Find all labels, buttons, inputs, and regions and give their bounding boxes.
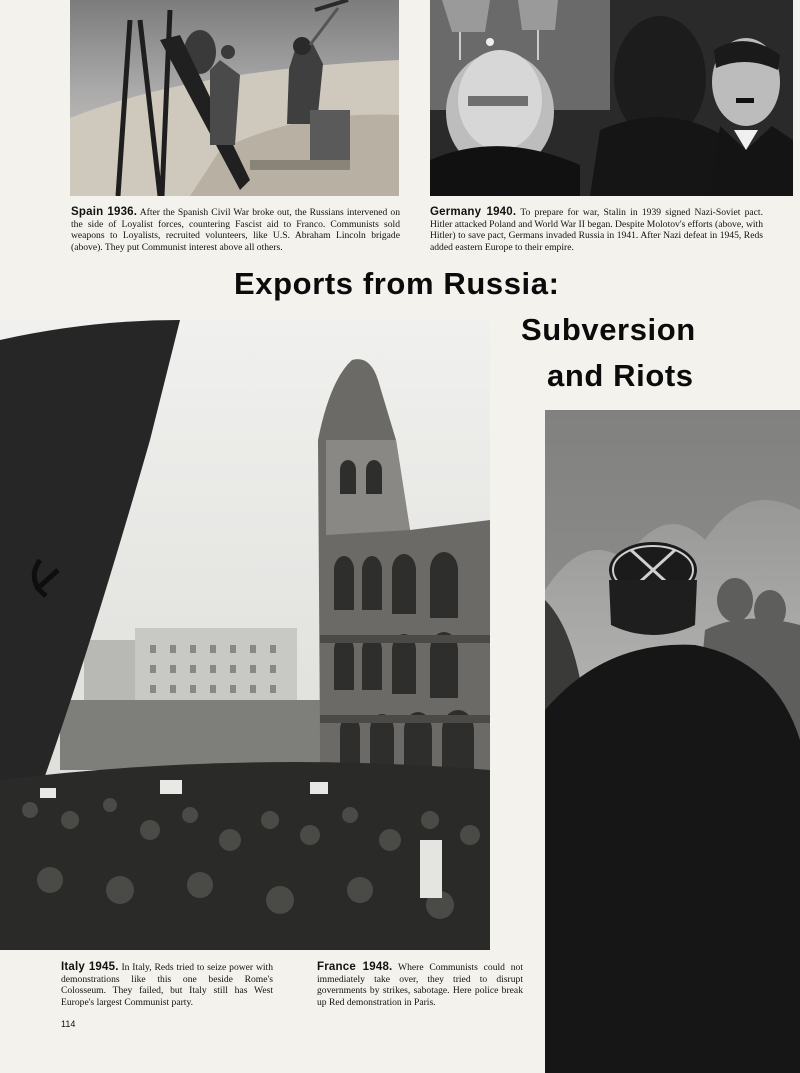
germany-caption-lead: Germany 1940. bbox=[430, 206, 517, 218]
spain-caption-lead: Spain 1936. bbox=[71, 206, 138, 218]
france-caption bbox=[317, 962, 523, 1008]
italy-caption-text: In Italy, Reds tried to seize power with demonstrations like this one beside Rome's Colosseum. They failed, but Italy still has West Europe's largest Communist party. bbox=[61, 962, 273, 1008]
italy-1945-photo bbox=[0, 320, 490, 950]
france-caption-text: Where Communists could not immediately take over, they tried to disrupt governments by strikes, sabotage. Here police break up Red demonstration in Paris. bbox=[317, 962, 523, 1008]
spain-caption-text: After the Spanish Civil War broke out, the Russians intervened on the side of Loyalist forces, countering Fascist aid to Franco. Communists sold weapons to Loyalists, recruited volunteers, like U.S. Abraham Lincoln brigade (above). They put Communist interest above all others. bbox=[71, 207, 400, 253]
headline-line-1: Exports from Russia: bbox=[234, 266, 560, 301]
france-caption-lead: France 1948. bbox=[317, 961, 393, 973]
germany-caption-text: To prepare for war, Stalin in 1939 signed Nazi-Soviet pact. Hitler attacked Poland and World War II began. Despite Molotov's efforts (above, with Hitler) to save pact, Germans invaded Russia in 1941. After Nazi defeat in 1945, Reds added eastern Europe to their empire. bbox=[430, 207, 763, 253]
headline-line-3: and Riots bbox=[547, 358, 694, 393]
germany-1940-photo bbox=[430, 0, 793, 196]
italy-caption-lead: Italy 1945. bbox=[61, 961, 119, 973]
page-number: 114 bbox=[61, 1019, 76, 1029]
spain-1936-photo bbox=[70, 0, 399, 196]
france-1948-photo bbox=[545, 410, 800, 1073]
spain-caption bbox=[71, 207, 400, 253]
headline-line-2: Subversion bbox=[521, 312, 696, 347]
germany-caption bbox=[430, 207, 763, 253]
italy-caption bbox=[61, 962, 273, 1008]
